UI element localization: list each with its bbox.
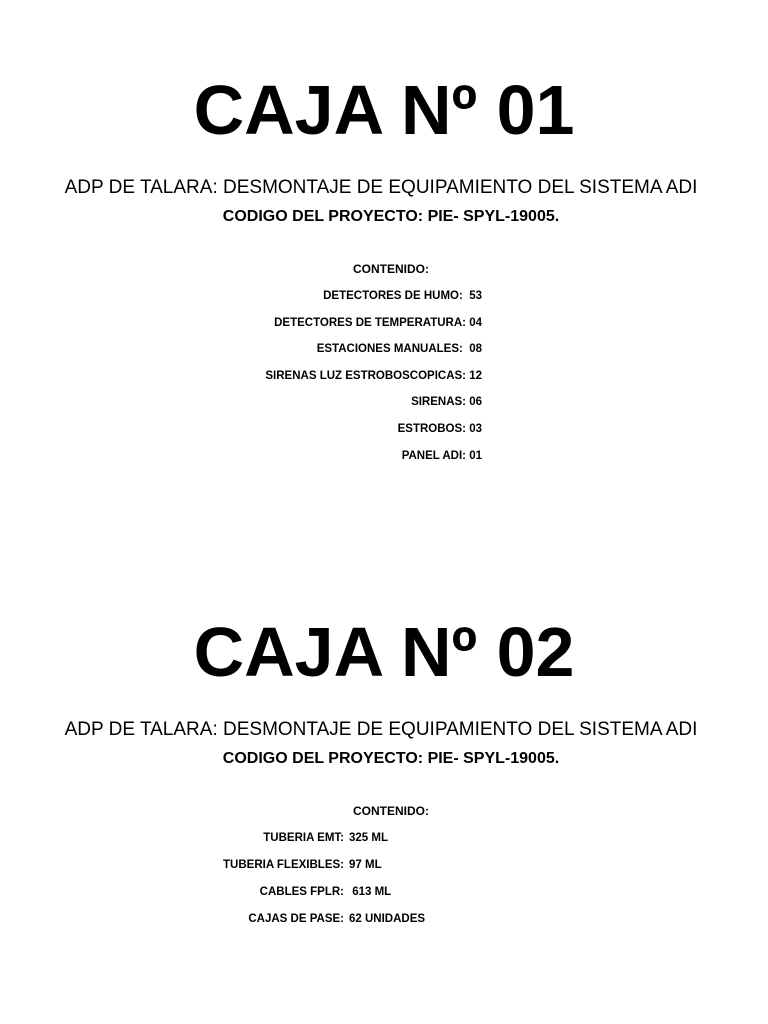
- item-text: DETECTORES DE HUMO: 53: [323, 290, 482, 302]
- item-value: 613 ML: [349, 886, 392, 898]
- box-title: CAJA Nº 02: [193, 613, 575, 691]
- project-description: ADP DE TALARA: DESMONTAJE DE EQUIPAMIENTO DEL SISTEMA ADI: [64, 719, 698, 740]
- list-item: [0, 367, 768, 394]
- list-item: [0, 340, 768, 367]
- item-label: CABLES FPLR:: [259, 886, 344, 898]
- item-label: CAJAS DE PASE:: [248, 913, 344, 925]
- contents-list: [0, 287, 768, 473]
- item-text: DETECTORES DE TEMPERATURA: 04: [274, 316, 482, 329]
- list-item: [0, 287, 768, 314]
- item-label: TUBERIA FLEXIBLES:: [223, 859, 344, 871]
- list-item: [0, 910, 768, 937]
- list-item: [0, 393, 768, 420]
- box-title: CAJA Nº 01: [193, 71, 575, 149]
- item-text: ESTROBOS: 03: [397, 422, 482, 435]
- contents-list: [0, 829, 768, 937]
- list-item: [0, 856, 768, 883]
- item-value: 97 ML: [349, 859, 382, 871]
- list-item: [0, 447, 768, 474]
- contents-heading: CONTENIDO:: [353, 262, 429, 276]
- item-value: 62 UNIDADES: [349, 913, 426, 925]
- project-code: CODIGO DEL PROYECTO: PIE- SPYL-19005.: [222, 208, 560, 225]
- list-item: [0, 314, 768, 341]
- item-text: ESTACIONES MANUALES: 08: [316, 343, 482, 356]
- list-item: [0, 829, 768, 856]
- project-code: CODIGO DEL PROYECTO: PIE- SPYL-19005.: [222, 750, 560, 767]
- item-text: PANEL ADI: 01: [401, 449, 482, 462]
- contents-heading: CONTENIDO:: [353, 804, 429, 818]
- project-description: ADP DE TALARA: DESMONTAJE DE EQUIPAMIENTO DEL SISTEMA ADI: [64, 177, 698, 198]
- item-label: TUBERIA EMT:: [263, 832, 344, 844]
- item-text: SIRENAS LUZ ESTROBOSCOPICAS: 12: [265, 369, 482, 382]
- list-item: [0, 883, 768, 910]
- item-value: 325 ML: [349, 832, 388, 844]
- item-text: SIRENAS: 06: [411, 396, 482, 409]
- list-item: [0, 420, 768, 447]
